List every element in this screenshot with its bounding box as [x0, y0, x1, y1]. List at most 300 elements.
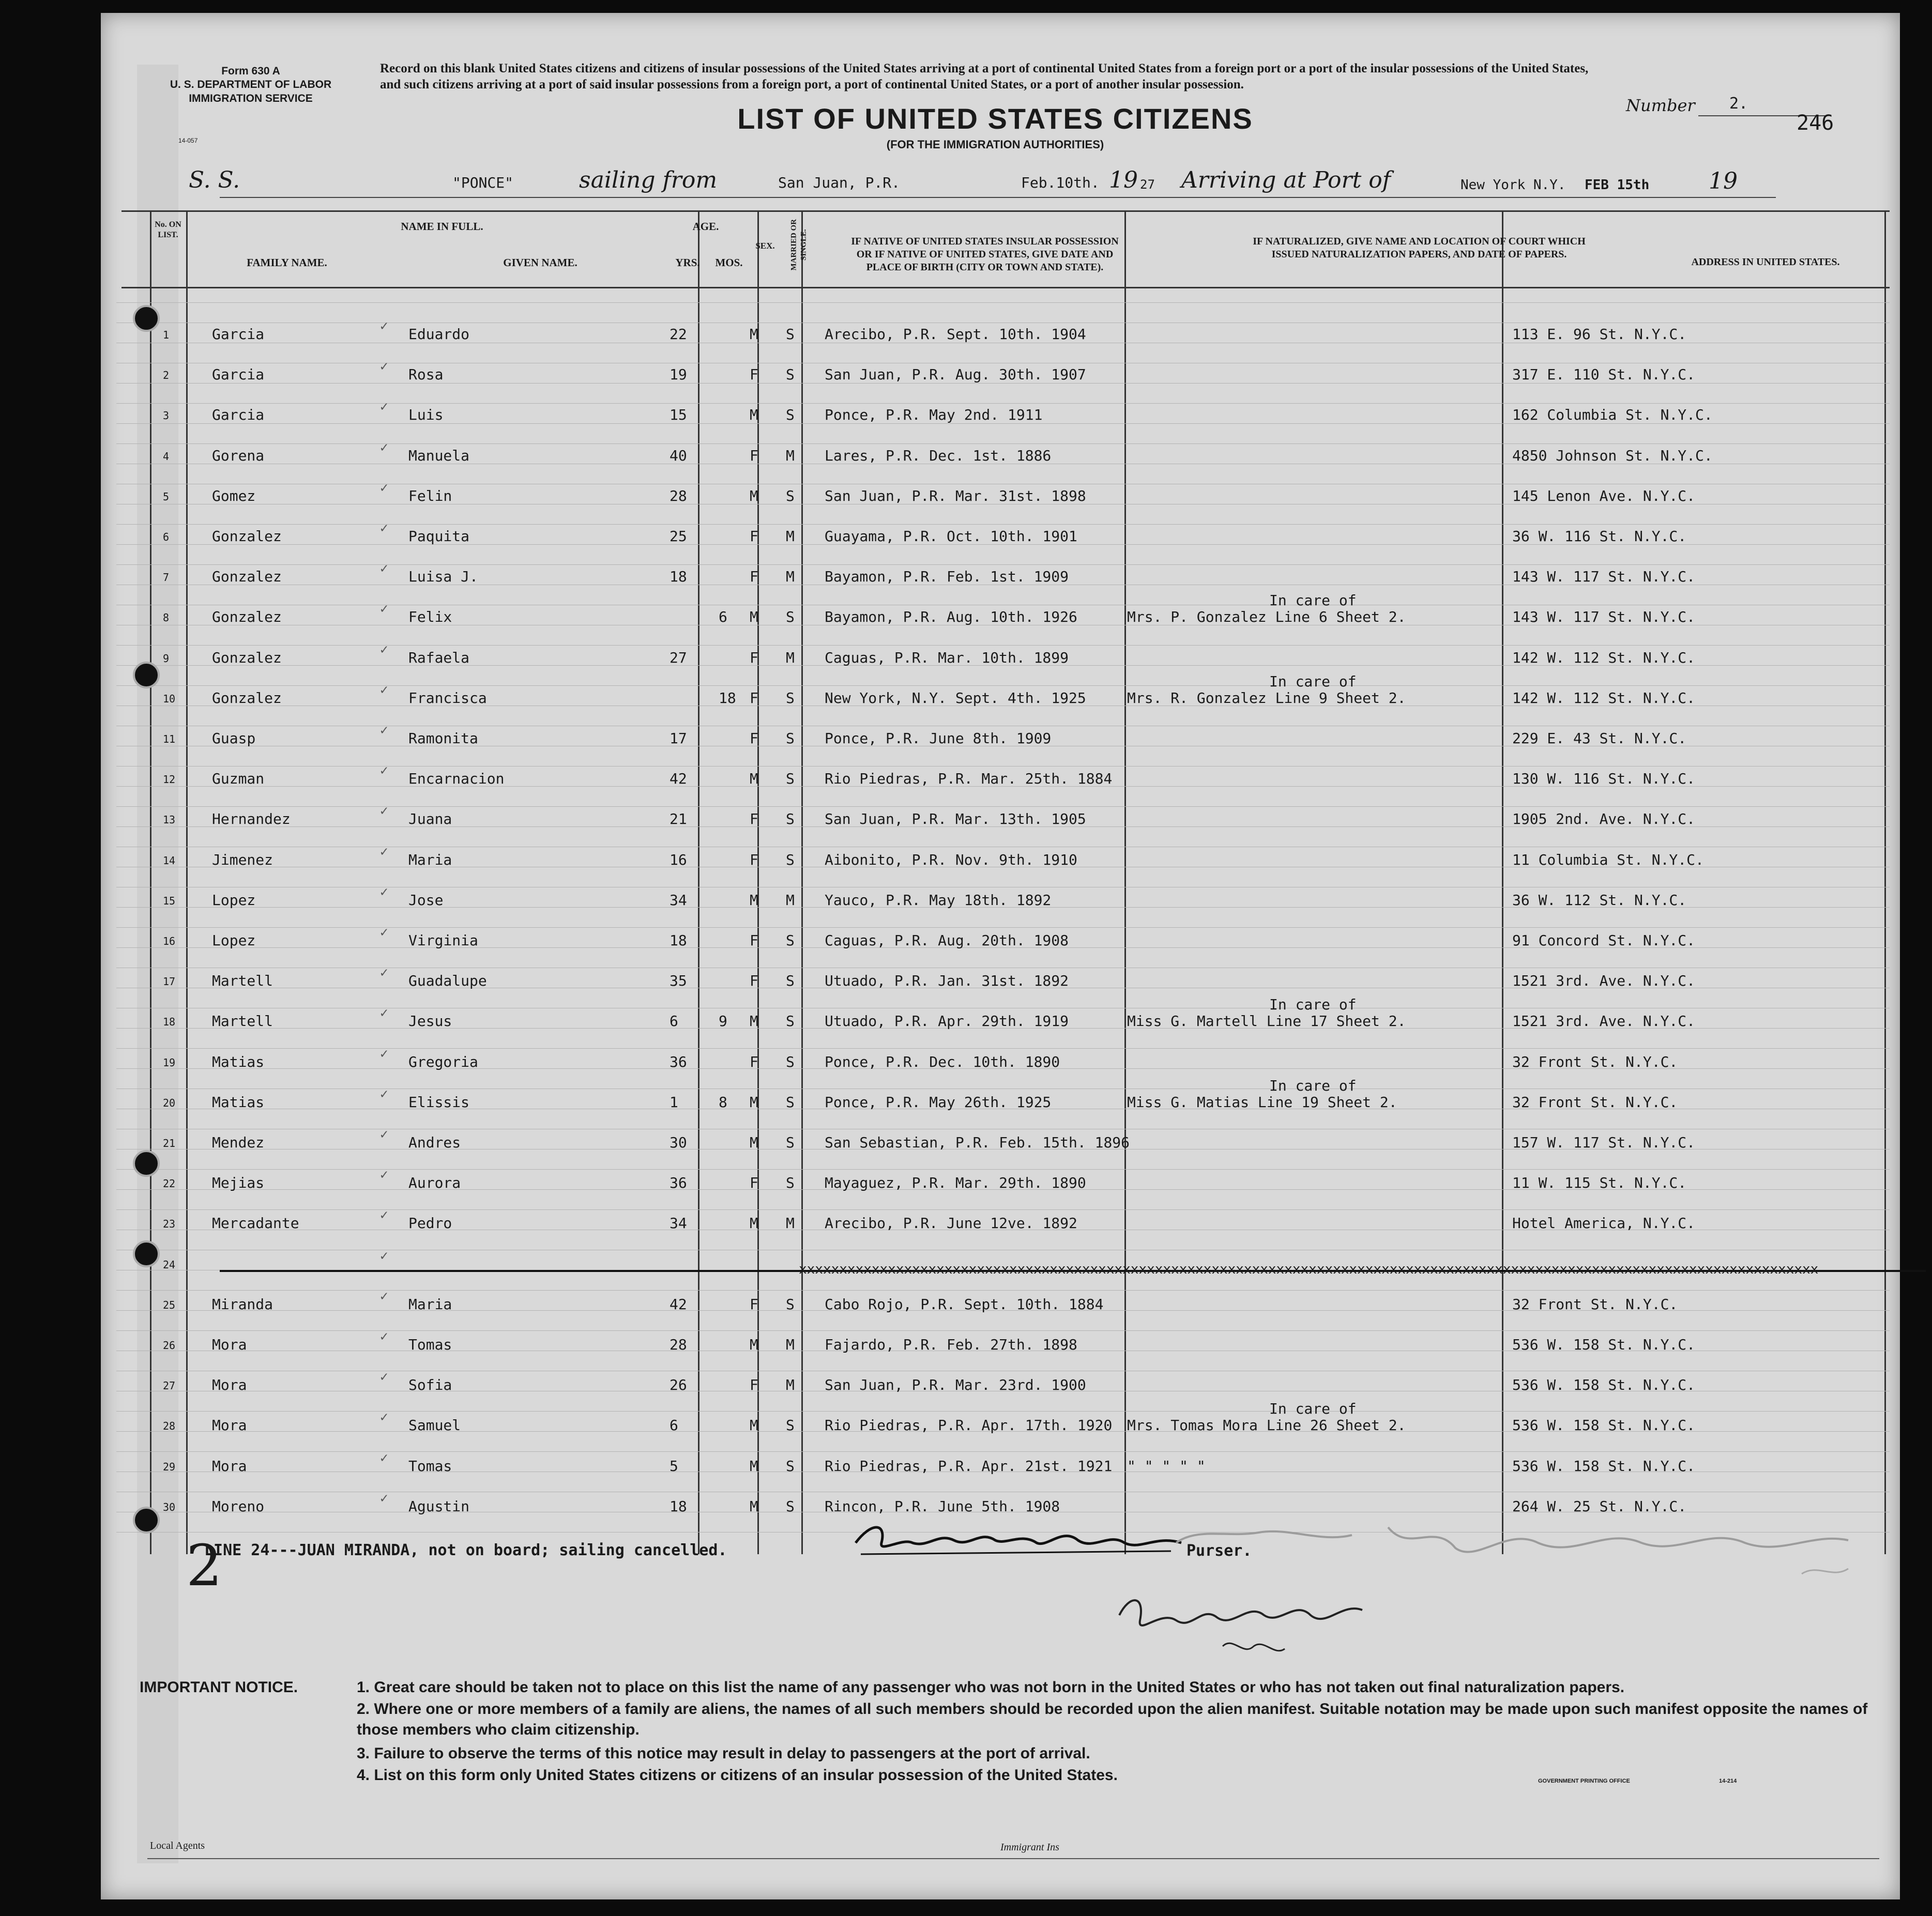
age-years: 6	[670, 1417, 678, 1434]
manifest-sheet	[101, 13, 1900, 1899]
row-number: 11	[163, 733, 176, 745]
notice-item: 1. Great care should be taken not to place on this list the name of any passenger who was not born in the United States or who has not taken out final naturalization papers.	[357, 1679, 1625, 1696]
birth-place-date: Bayamon, P.R. Aug. 10th. 1926	[825, 608, 1077, 626]
sex: F	[750, 730, 758, 747]
us-address: Hotel America, N.Y.C.	[1512, 1215, 1696, 1232]
marital-status: S	[786, 1417, 795, 1434]
row-number: 7	[163, 571, 170, 584]
check-mark: ✓	[380, 925, 388, 940]
table-row	[101, 1127, 1900, 1174]
punch-hole	[133, 1240, 160, 1267]
given-name: Tomas	[408, 1336, 452, 1353]
row-number: 21	[163, 1137, 176, 1149]
arriving-date: FEB 15th	[1585, 177, 1650, 193]
table-row	[101, 318, 1900, 366]
row-number: 20	[163, 1096, 176, 1109]
cancellation-note: LINE 24---JUAN MIRANDA, not on board; sailing cancelled.	[204, 1541, 727, 1559]
marital-status: S	[786, 1457, 795, 1475]
birth-place-date: New York, N.Y. Sept. 4th. 1925	[825, 689, 1086, 707]
check-mark: ✓	[380, 1046, 388, 1062]
table-top-border	[121, 210, 1890, 212]
table-row	[101, 723, 1900, 770]
us-address: 162 Columbia St. N.Y.C.	[1512, 406, 1713, 424]
given-name: Jesus	[408, 1013, 452, 1030]
care-of-detail: Miss G. Martell Line 17 Sheet 2.	[1127, 1013, 1406, 1030]
marital-status: S	[786, 1134, 795, 1151]
col-header-sex: SEX.	[755, 241, 775, 251]
care-of-detail: Mrs. P. Gonzalez Line 6 Sheet 2.	[1127, 608, 1406, 626]
col-header-family: FAMILY NAME.	[247, 256, 327, 269]
row-number: 10	[163, 692, 176, 705]
care-of-detail: Mrs. Tomas Mora Line 26 Sheet 2.	[1127, 1417, 1406, 1434]
sex: F	[750, 649, 758, 666]
col-header-no: No. ON LIST.	[155, 220, 181, 239]
age-years: 30	[670, 1134, 687, 1151]
row-number: 6	[163, 531, 170, 543]
age-years: 35	[670, 972, 687, 990]
row-number: 30	[163, 1500, 176, 1513]
marital-status: M	[786, 568, 795, 586]
row-number: 15	[163, 894, 176, 907]
arriving-year-prefix: 19	[1709, 168, 1738, 194]
care-label: In care of	[1269, 1400, 1357, 1418]
family-name: Gonzalez	[212, 608, 282, 626]
given-name: Manuela	[408, 447, 470, 464]
check-mark: ✓	[380, 844, 388, 860]
age-years: 18	[670, 1497, 687, 1515]
sailing-year-suffix: 27	[1140, 177, 1155, 192]
given-name: Rosa	[408, 366, 444, 384]
row-number: 18	[163, 1016, 176, 1029]
birth-place-date: Caguas, P.R. Aug. 20th. 1908	[825, 932, 1069, 949]
marital-status: S	[786, 406, 795, 424]
sex: M	[750, 1093, 758, 1111]
row-number: 5	[163, 490, 170, 503]
check-mark: ✓	[380, 1329, 388, 1344]
age-years: 16	[670, 851, 687, 868]
row-number: 19	[163, 1056, 176, 1069]
birth-place-date: Mayaguez, P.R. Mar. 29th. 1890	[825, 1174, 1086, 1192]
col-header-married: MARRIED OR SINGLE.	[789, 219, 808, 271]
table-row	[101, 763, 1900, 810]
check-mark: ✓	[380, 1450, 388, 1466]
age-years: 34	[670, 1215, 687, 1232]
check-mark: ✓	[380, 1086, 388, 1102]
family-name: Mejias	[212, 1174, 265, 1192]
notice-item: 3. Failure to observe the terms of this notice may result in delay to passengers at the port of arrival.	[357, 1745, 1090, 1762]
marital-status: S	[786, 770, 795, 788]
given-name: Francisca	[408, 689, 487, 707]
us-address: 1905 2nd. Ave. N.Y.C.	[1512, 810, 1696, 828]
sailing-from-label: sailing from	[579, 167, 718, 193]
age-years: 18	[670, 568, 687, 586]
form-instructions: Record on this blank United States citizens and citizens of insular possessions of the United States arriving at a port of continental United States from a foreign port or a port of the insular possessions of the United States, and such citizens arriving at a port of said insular possessions from a foreign port, a port of continental United States, or a port of another insular possession.	[380, 62, 1589, 91]
sex: M	[750, 1457, 758, 1475]
family-name: Garcia	[212, 366, 265, 384]
row-number: 4	[163, 450, 170, 463]
table-row	[101, 1167, 1900, 1215]
family-name: Hernandez	[212, 810, 291, 828]
table-row	[101, 561, 1900, 608]
family-name: Martell	[212, 1013, 273, 1030]
marital-status: M	[786, 447, 795, 464]
age-years: 15	[670, 406, 687, 424]
sex: F	[750, 447, 758, 464]
check-mark: ✓	[380, 763, 388, 779]
notice-item: 4. List on this form only United States citizens or citizens of an insular possession of the United States.	[357, 1767, 1118, 1784]
given-name: Tomas	[408, 1457, 452, 1475]
family-name: Guasp	[212, 730, 256, 747]
check-mark: ✓	[380, 1005, 388, 1021]
sex: F	[750, 1376, 758, 1394]
us-address: 11 Columbia St. N.Y.C.	[1512, 851, 1704, 868]
sex: F	[750, 689, 758, 707]
row-number: 25	[163, 1298, 176, 1311]
birth-place-date: San Juan, P.R. Aug. 30th. 1907	[825, 366, 1086, 384]
us-address: 264 W. 25 St. N.Y.C.	[1512, 1497, 1687, 1515]
row-number: 24	[163, 1258, 176, 1271]
family-name: Lopez	[212, 932, 256, 949]
immigrant-label: Immigrant Ins	[1000, 1842, 1059, 1853]
age-years: 36	[670, 1174, 687, 1192]
sex: F	[750, 1174, 758, 1192]
age-years: 25	[670, 528, 687, 545]
care-of-detail: " " " " "	[1127, 1457, 1206, 1475]
us-address: 1521 3rd. Ave. N.Y.C.	[1512, 972, 1696, 990]
check-mark: ✓	[380, 1369, 388, 1385]
purser-label: Purser.	[1186, 1542, 1252, 1560]
us-address: 536 W. 158 St. N.Y.C.	[1512, 1457, 1696, 1475]
footer-rule	[147, 1858, 1879, 1859]
us-address: 113 E. 96 St. N.Y.C.	[1512, 326, 1687, 343]
birth-place-date: Rincon, P.R. June 5th. 1908	[825, 1497, 1060, 1515]
us-address: 536 W. 158 St. N.Y.C.	[1512, 1336, 1696, 1353]
given-name: Juana	[408, 810, 452, 828]
birth-place-date: Arecibo, P.R. June 12ve. 1892	[825, 1215, 1077, 1232]
age-years: 21	[670, 810, 687, 828]
table-row	[101, 399, 1900, 447]
check-mark: ✓	[380, 641, 388, 657]
marital-status: S	[786, 608, 795, 626]
age-years: 40	[670, 447, 687, 464]
table-row	[101, 925, 1900, 972]
care-label: In care of	[1269, 996, 1357, 1014]
birth-place-date: Aibonito, P.R. Nov. 9th. 1910	[825, 851, 1077, 868]
notice-title: IMPORTANT NOTICE.	[140, 1679, 298, 1696]
family-name: Gonzalez	[212, 568, 282, 586]
table-row	[101, 1288, 1900, 1336]
family-name: Mercadante	[212, 1215, 299, 1232]
given-name: Pedro	[408, 1215, 452, 1232]
family-name: Mora	[212, 1417, 247, 1434]
marital-status: S	[786, 487, 795, 504]
age-years: 26	[670, 1376, 687, 1394]
table-row	[101, 1450, 1900, 1498]
birth-place-date: Utuado, P.R. Jan. 31st. 1892	[825, 972, 1069, 990]
marital-status: S	[786, 1497, 795, 1515]
sex: M	[750, 1134, 758, 1151]
marital-status: S	[786, 1013, 795, 1030]
sex: M	[750, 487, 758, 504]
given-name: Maria	[408, 1295, 452, 1313]
row-number: 17	[163, 975, 176, 988]
sex: M	[750, 326, 758, 343]
age-years: 5	[670, 1457, 678, 1475]
gpo-code: 14-214	[1719, 1778, 1737, 1784]
family-name: Mora	[212, 1336, 247, 1353]
sex: M	[750, 1013, 758, 1030]
marital-status: M	[786, 528, 795, 545]
margin-mark: 2	[186, 1532, 222, 1599]
marital-status: S	[786, 1053, 795, 1070]
us-address: 536 W. 158 St. N.Y.C.	[1512, 1376, 1696, 1394]
ship-name: "PONCE"	[452, 174, 514, 191]
birth-place-date: Rio Piedras, P.R. Apr. 17th. 1920	[825, 1417, 1113, 1434]
sex: M	[750, 770, 758, 788]
age-months: 18	[719, 689, 736, 707]
table-row	[101, 1077, 1900, 1134]
us-address: 143 W. 117 St. N.Y.C.	[1512, 608, 1696, 626]
col-header-birth: IF NATIVE OF UNITED STATES INSULAR POSSESSION OR IF NATIVE OF UNITED STATES, GIVE DATE AND PLACE OF BIRTH (CITY OR TOWN AND STATE).	[851, 236, 1119, 273]
marital-status: S	[786, 972, 795, 990]
check-mark: ✓	[380, 1167, 388, 1183]
table-row	[101, 803, 1900, 851]
marital-status: S	[786, 689, 795, 707]
marital-status: M	[786, 1336, 795, 1353]
us-address: 317 E. 110 St. N.Y.C.	[1512, 366, 1696, 384]
family-name: Gomez	[212, 487, 256, 504]
print-code: 14-057	[178, 137, 198, 144]
table-row	[101, 965, 1900, 1013]
birth-place-date: Ponce, P.R. May 2nd. 1911	[825, 406, 1043, 424]
table-row	[101, 1329, 1900, 1376]
sailing-year-prefix: 19	[1109, 167, 1138, 193]
age-months: 9	[719, 1013, 727, 1030]
marital-status: S	[786, 932, 795, 949]
care-of-detail: Miss G. Matias Line 19 Sheet 2.	[1127, 1093, 1397, 1111]
sex: M	[750, 406, 758, 424]
check-mark: ✓	[380, 723, 388, 738]
sex: F	[750, 528, 758, 545]
check-mark: ✓	[380, 1490, 388, 1506]
sailing-date: Feb.10th.	[1021, 174, 1100, 191]
sex: M	[750, 1497, 758, 1515]
given-name: Rafaela	[408, 649, 470, 666]
form-identity	[158, 65, 344, 105]
birth-place-date: Utuado, P.R. Apr. 29th. 1919	[825, 1013, 1069, 1030]
sex: F	[750, 1295, 758, 1313]
birth-place-date: Lares, P.R. Dec. 1st. 1886	[825, 447, 1052, 464]
row-number: 8	[163, 611, 170, 624]
sex: F	[750, 366, 758, 384]
check-mark: ✓	[380, 803, 388, 819]
row-number: 9	[163, 652, 170, 665]
birth-place-date: Ponce, P.R. May 26th. 1925	[825, 1093, 1052, 1111]
given-name: Eduardo	[408, 326, 470, 343]
table-row	[101, 641, 1900, 689]
row-number: 12	[163, 773, 176, 786]
check-mark: ✓	[380, 682, 388, 698]
sex: F	[750, 932, 758, 949]
us-address: 32 Front St. N.Y.C.	[1512, 1053, 1678, 1070]
row-number: 27	[163, 1379, 176, 1392]
punch-hole	[133, 1150, 160, 1177]
birth-place-date: Bayamon, P.R. Feb. 1st. 1909	[825, 568, 1069, 586]
given-name: Andres	[408, 1134, 461, 1151]
age-months: 6	[719, 608, 727, 626]
purser-signature	[850, 1517, 1192, 1558]
check-mark: ✓	[380, 520, 388, 536]
family-name: Guzman	[212, 770, 265, 788]
age-years: 34	[670, 891, 687, 909]
age-years: 28	[670, 1336, 687, 1353]
birth-place-date: San Sebastian, P.R. Feb. 15th. 1896	[825, 1134, 1130, 1151]
marital-status: S	[786, 1174, 795, 1192]
age-years: 36	[670, 1053, 687, 1070]
us-address: 91 Concord St. N.Y.C.	[1512, 932, 1696, 949]
table-row	[101, 844, 1900, 892]
care-label: In care of	[1269, 592, 1357, 609]
age-years: 22	[670, 326, 687, 343]
age-months: 8	[719, 1093, 727, 1111]
family-name: Garcia	[212, 326, 265, 343]
care-label: In care of	[1269, 1077, 1357, 1094]
marital-status: S	[786, 366, 795, 384]
check-mark: ✓	[380, 1127, 388, 1142]
family-name: Martell	[212, 972, 273, 990]
sheet-stamp: 246	[1797, 111, 1834, 135]
marital-status: S	[786, 730, 795, 747]
birth-place-date: Guayama, P.R. Oct. 10th. 1901	[825, 528, 1077, 545]
punch-hole	[133, 1507, 160, 1534]
marital-status: M	[786, 1376, 795, 1394]
given-name: Maria	[408, 851, 452, 868]
check-mark: ✓	[380, 601, 388, 617]
col-header-yrs: YRS.	[675, 256, 700, 269]
row-number: 13	[163, 814, 176, 826]
check-mark: ✓	[380, 318, 388, 334]
arriving-port: New York N.Y.	[1461, 177, 1566, 193]
col-header-age: AGE.	[692, 220, 719, 233]
birth-place-date: San Juan, P.R. Mar. 13th. 1905	[825, 810, 1086, 828]
table-row	[101, 1046, 1900, 1094]
row-number: 23	[163, 1218, 176, 1231]
check-mark: ✓	[380, 480, 388, 496]
punch-hole	[133, 305, 160, 332]
given-name: Encarnacion	[408, 770, 505, 788]
birth-place-date: Rio Piedras, P.R. Mar. 25th. 1884	[825, 770, 1113, 788]
marital-status: M	[786, 891, 795, 909]
sex: F	[750, 1053, 758, 1070]
form-title: LIST OF UNITED STATES CITIZENS	[737, 102, 1253, 135]
birth-place-date: Fajardo, P.R. Feb. 27th. 1898	[825, 1336, 1077, 1353]
birth-place-date: Rio Piedras, P.R. Apr. 21st. 1921	[825, 1457, 1113, 1475]
marital-status: M	[786, 649, 795, 666]
check-mark: ✓	[380, 965, 388, 981]
local-agents-label: Local Agents	[150, 1840, 205, 1851]
care-of-detail: Mrs. R. Gonzalez Line 9 Sheet 2.	[1127, 689, 1406, 707]
birth-place-date: Ponce, P.R. June 8th. 1909	[825, 730, 1052, 747]
age-years: 42	[670, 770, 687, 788]
given-name: Ramonita	[408, 730, 478, 747]
row-number: 26	[163, 1339, 176, 1352]
check-mark: ✓	[380, 1207, 388, 1223]
department: U. S. DEPARTMENT OF LABOR	[170, 79, 332, 91]
family-name: Mora	[212, 1457, 247, 1475]
table-row	[101, 359, 1900, 406]
row-number: 29	[163, 1460, 176, 1473]
check-mark: ✓	[380, 1248, 388, 1264]
row-number: 16	[163, 935, 176, 947]
given-name: Jose	[408, 891, 444, 909]
given-name: Luis	[408, 406, 444, 424]
us-address: 1521 3rd. Ave. N.Y.C.	[1512, 1013, 1696, 1030]
row-number: 14	[163, 854, 176, 867]
check-mark: ✓	[380, 399, 388, 415]
us-address: 536 W. 158 St. N.Y.C.	[1512, 1417, 1696, 1434]
form-subtitle: (FOR THE IMMIGRATION AUTHORITIES)	[886, 138, 1104, 151]
gpo-imprint: GOVERNMENT PRINTING OFFICE	[1538, 1778, 1630, 1784]
table-row	[101, 1400, 1900, 1457]
table-row	[101, 439, 1900, 487]
marital-status: S	[786, 326, 795, 343]
us-address: 4850 Johnson St. N.Y.C.	[1512, 447, 1713, 464]
age-years: 28	[670, 487, 687, 504]
table-row	[101, 672, 1900, 730]
table-row	[101, 1369, 1900, 1417]
sex: F	[750, 810, 758, 828]
age-years: 17	[670, 730, 687, 747]
ss-underline	[220, 197, 1776, 198]
age-years: 6	[670, 1013, 678, 1030]
sex: M	[750, 1215, 758, 1232]
row-number: 3	[163, 409, 170, 422]
col-header-given: GIVEN NAME.	[503, 256, 577, 269]
form-number: Form 630 A	[221, 65, 280, 77]
notice-item: 2. Where one or more members of a family are aliens, the names of all such members should be recorded upon the alien manifest. Suitable notation may be made upon such manifest opposite the names of those members who claim citizenship.	[357, 1700, 1868, 1738]
sex: F	[750, 568, 758, 586]
family-name: Mora	[212, 1376, 247, 1394]
row-number: 22	[163, 1177, 176, 1190]
row-number: 28	[163, 1420, 176, 1433]
sex: M	[750, 608, 758, 626]
table-row	[101, 1207, 1900, 1255]
check-mark: ✓	[380, 561, 388, 577]
family-name: Moreno	[212, 1497, 265, 1515]
us-address: 157 W. 117 St. N.Y.C.	[1512, 1134, 1696, 1151]
us-address: 142 W. 112 St. N.Y.C.	[1512, 649, 1696, 666]
sex: F	[750, 972, 758, 990]
punch-hole	[133, 662, 160, 688]
sailing-from-value: San Juan, P.R.	[778, 174, 901, 191]
given-name: Felin	[408, 487, 452, 504]
number-value: 2.	[1729, 95, 1748, 113]
us-address: 142 W. 112 St. N.Y.C.	[1512, 689, 1696, 707]
given-name: Luisa J.	[408, 568, 478, 586]
given-name: Gregoria	[408, 1053, 478, 1070]
us-address: 143 W. 117 St. N.Y.C.	[1512, 568, 1696, 586]
faint-stamp-signature	[1166, 1507, 1864, 1600]
family-name: Matias	[212, 1093, 265, 1111]
col-header-naturalized: IF NATURALIZED, GIVE NAME AND LOCATION OF COURT WHICH ISSUED NATURALIZATION PAPERS, AND DATE OF PAPERS.	[1253, 236, 1586, 260]
cancel-xs: xxxxxxxxxxxxxxxxxxxxxxxxxxxxxxxxxxxxxxxxxxxxxxxxxxxxxxxxxxxxxxxxxxxxxxxxxxxxxxxxxxxxxxxxxxxxxxxxxxxxxxxxxxxxxxxxxxxxxxxxxxxxxx	[799, 1262, 1819, 1277]
family-name: Gonzalez	[212, 689, 282, 707]
check-mark: ✓	[380, 884, 388, 900]
family-name: Miranda	[212, 1295, 273, 1313]
marital-status: S	[786, 1093, 795, 1111]
row-number: 2	[163, 369, 170, 382]
family-name: Matias	[212, 1053, 265, 1070]
